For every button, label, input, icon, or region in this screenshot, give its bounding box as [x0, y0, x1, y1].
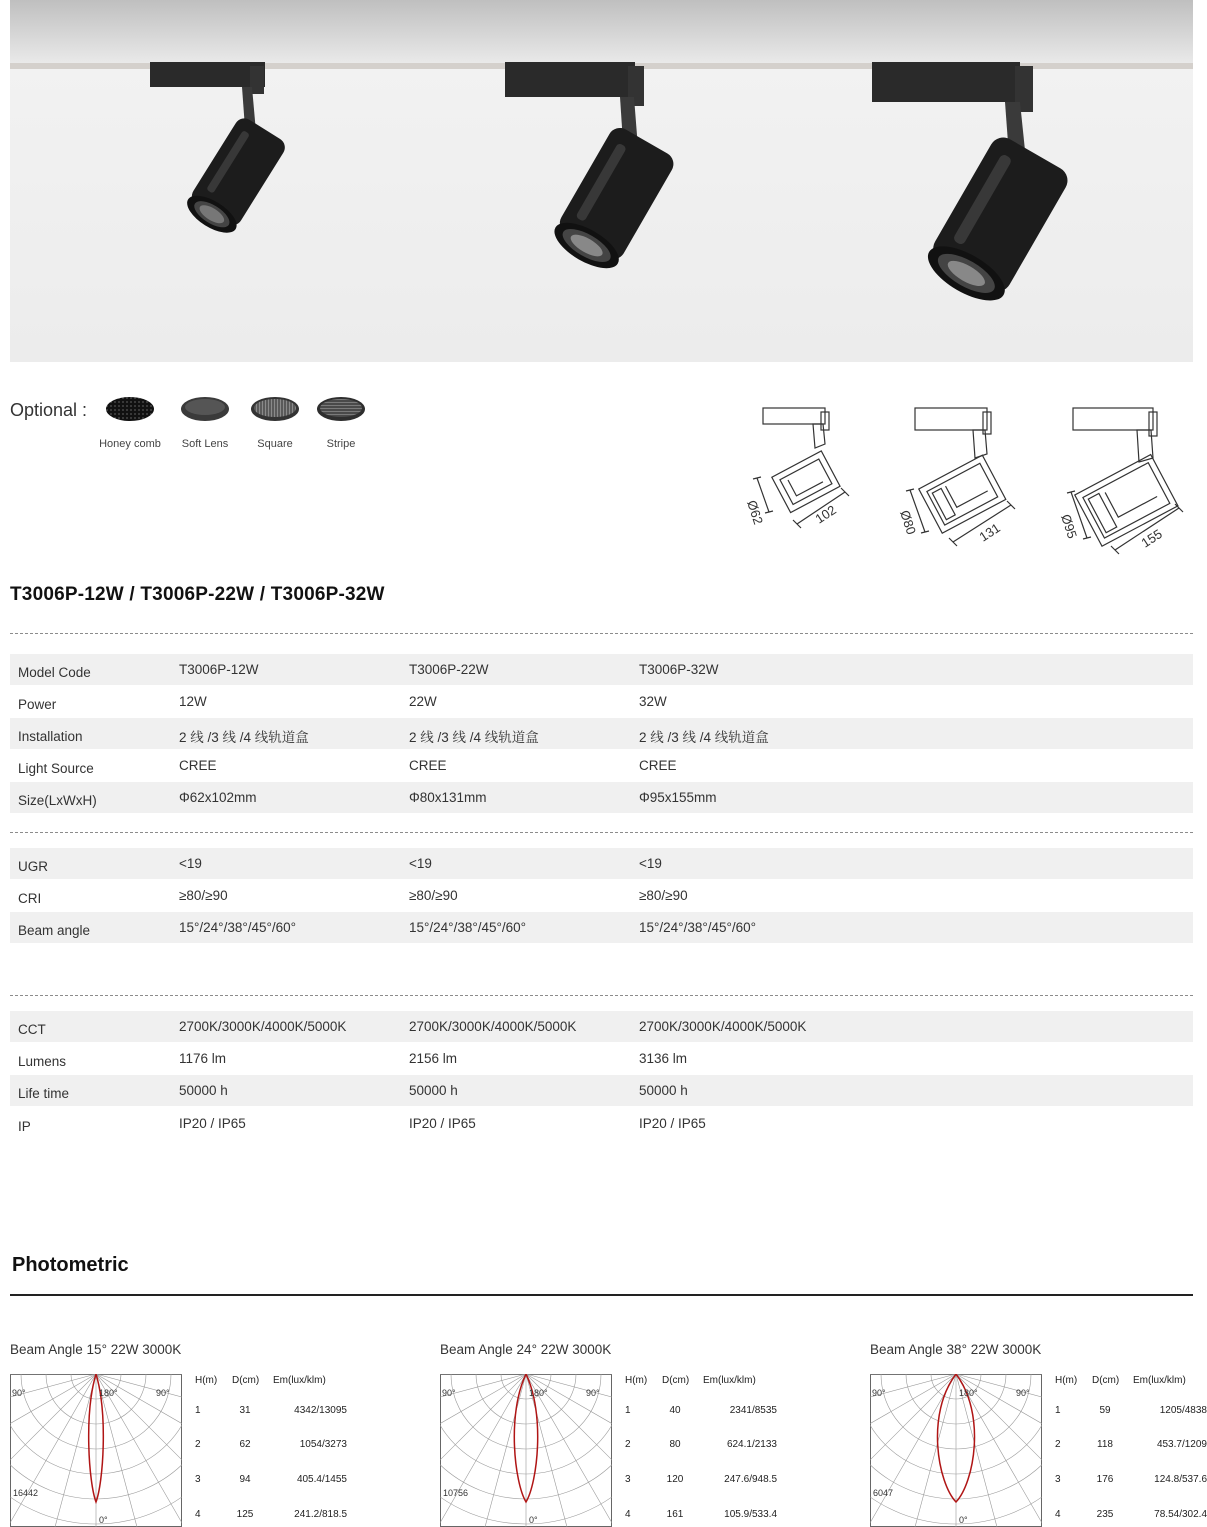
row-em: 124.8/537.6 — [1154, 1474, 1207, 1485]
spec-value: 2 线 /3 线 /4 线轨道盒 — [639, 730, 769, 745]
label-0: 0° — [529, 1515, 538, 1525]
spec-value: 15°/24°/38°/45°/60° — [179, 920, 297, 935]
row-d: 80 — [669, 1439, 681, 1450]
row-d: 59 — [1099, 1405, 1111, 1416]
spec-value: 2700K/3000K/4000K/5000K — [639, 1019, 807, 1034]
row-h: 4 — [1055, 1509, 1061, 1520]
spec-value: 1176 lm — [179, 1051, 227, 1066]
row-d: 235 — [1096, 1509, 1114, 1520]
spec-value: 15°/24°/38°/45°/60° — [639, 920, 757, 935]
spec-value: Φ80x131mm — [409, 790, 487, 805]
accessory-stripe — [311, 396, 371, 450]
spec-row-cct — [10, 1011, 1193, 1042]
peak-intensity-label: 6047 — [873, 1488, 894, 1498]
dim-length-22w: 131 — [976, 520, 1003, 545]
row-d: 161 — [666, 1509, 684, 1520]
label-180: 180° — [529, 1388, 548, 1398]
spec-row-beam-angle — [10, 912, 1193, 943]
divider — [10, 633, 1193, 634]
fixture-32w-image — [870, 62, 1080, 312]
spec-label: CCT — [18, 1022, 46, 1037]
spec-value: 2156 lm — [409, 1051, 458, 1066]
spec-row-light-source — [10, 750, 1193, 781]
spec-value: 50000 h — [179, 1083, 228, 1098]
spec-value: T3006P-12W — [179, 662, 259, 677]
row-d: 125 — [236, 1509, 254, 1520]
row-em: 2341/8535 — [729, 1405, 777, 1416]
divider — [10, 832, 1193, 833]
accessory-square — [244, 396, 306, 450]
spec-value: <19 — [179, 856, 202, 871]
spec-value: ≥80/≥90 — [409, 888, 458, 903]
spec-value: CREE — [639, 758, 677, 773]
photometric-block-title: Beam Angle 24° 22W 3000K — [440, 1342, 612, 1357]
photometric-block — [440, 1342, 777, 1527]
spec-value: 32W — [639, 694, 667, 709]
photometric-block — [10, 1342, 347, 1527]
spec-value: 2 线 /3 线 /4 线轨道盒 — [179, 730, 309, 745]
photometric-table — [440, 1342, 777, 1527]
row-h: 3 — [1055, 1474, 1061, 1485]
row-h: 2 — [625, 1439, 631, 1450]
header-h: H(m) — [1055, 1375, 1078, 1386]
header-em: Em(lux/klm) — [273, 1375, 326, 1386]
product-title: T3006P-12W / T3006P-22W / T3006P-32W — [10, 584, 385, 605]
accessory-label: Stripe — [326, 438, 356, 450]
soft-lens-icon — [180, 396, 230, 422]
spec-label: Lumens — [18, 1054, 67, 1069]
spec-label: Model Code — [18, 665, 91, 680]
header-em: Em(lux/klm) — [703, 1375, 756, 1386]
spec-label: Power — [18, 697, 57, 712]
spec-value: 50000 h — [639, 1083, 688, 1098]
row-h: 2 — [1055, 1439, 1061, 1450]
row-h: 1 — [625, 1405, 631, 1416]
row-h: 4 — [625, 1509, 631, 1520]
label-0: 0° — [959, 1515, 968, 1525]
dim-diameter-22w: Ø80 — [897, 508, 920, 537]
accessory-label: Honey comb — [99, 438, 161, 450]
spec-value: 50000 h — [409, 1083, 458, 1098]
product-hero-image — [10, 0, 1193, 362]
photometric-block — [870, 1342, 1207, 1527]
header-h: H(m) — [195, 1375, 218, 1386]
fixture-22w-image — [510, 62, 690, 282]
fixture-12w-image — [170, 62, 310, 252]
spec-label: Light Source — [18, 761, 94, 776]
dimension-drawing-32w — [1067, 408, 1183, 554]
spec-label: IP — [18, 1119, 31, 1134]
spec-row-life-time — [10, 1075, 1193, 1106]
spec-row-size — [10, 782, 1193, 813]
row-h: 3 — [625, 1474, 631, 1485]
photometric-table — [10, 1342, 347, 1527]
spec-value: T3006P-32W — [639, 662, 719, 677]
dimension-drawings — [735, 400, 1195, 560]
photometric-table — [870, 1342, 1207, 1527]
spec-value: 2700K/3000K/4000K/5000K — [409, 1019, 577, 1034]
spec-row-lumens — [10, 1043, 1193, 1074]
label-180: 180° — [99, 1388, 118, 1398]
spec-value: ≥80/≥90 — [179, 888, 228, 903]
row-d: 94 — [239, 1474, 251, 1485]
photometric-title: Photometric — [12, 1254, 129, 1276]
spec-value: 12W — [179, 694, 207, 709]
divider — [10, 995, 1193, 996]
label-90-left: 90° — [872, 1388, 886, 1398]
optional-label: Optional : — [10, 400, 88, 420]
ceiling-surface — [10, 0, 1193, 63]
dimension-drawing-22w — [906, 408, 1015, 546]
photometric-block-title: Beam Angle 38° 22W 3000K — [870, 1342, 1042, 1357]
spec-value: IP20 / IP65 — [639, 1116, 706, 1131]
honeycomb-icon — [105, 396, 155, 422]
row-em: 105.9/533.4 — [724, 1509, 777, 1520]
spec-label: Installation — [18, 729, 83, 744]
spec-value: IP20 / IP65 — [179, 1116, 246, 1131]
row-em: 624.1/2133 — [726, 1439, 777, 1450]
header-d: D(cm) — [232, 1375, 260, 1386]
row-h: 2 — [195, 1439, 201, 1450]
row-em: 453.7/1209 — [1156, 1439, 1207, 1450]
spec-value: <19 — [639, 856, 662, 871]
header-em: Em(lux/klm) — [1133, 1375, 1186, 1386]
row-em: 241.2/818.5 — [294, 1509, 347, 1520]
row-em: 1054/3273 — [299, 1439, 347, 1450]
row-h: 1 — [195, 1405, 201, 1416]
label-0: 0° — [99, 1515, 108, 1525]
row-d: 120 — [666, 1474, 684, 1485]
header-d: D(cm) — [662, 1375, 690, 1386]
square-lens-icon — [250, 396, 300, 422]
peak-intensity-label: 16442 — [13, 1488, 39, 1498]
row-em: 4342/13095 — [294, 1405, 347, 1416]
accessory-soft-lens — [172, 396, 238, 450]
label-90-left: 90° — [442, 1388, 456, 1398]
row-d: 118 — [1097, 1439, 1113, 1450]
spec-row-power — [10, 686, 1193, 717]
row-h: 4 — [195, 1509, 201, 1520]
spec-label: UGR — [18, 859, 48, 874]
label-90-left: 90° — [12, 1388, 26, 1398]
row-em: 247.6/948.5 — [724, 1474, 777, 1485]
label-90-right: 90° — [1016, 1388, 1030, 1398]
spec-label: CRI — [18, 891, 42, 906]
spec-row-model-code — [10, 654, 1193, 685]
accessory-label: Soft Lens — [181, 438, 229, 450]
spec-label: Life time — [18, 1086, 70, 1101]
spec-label: Size(LxWxH) — [18, 793, 97, 808]
header-d: D(cm) — [1092, 1375, 1120, 1386]
label-180: 180° — [959, 1388, 978, 1398]
spec-value: Φ95x155mm — [639, 790, 717, 805]
dim-diameter-12w: Ø62 — [744, 498, 767, 527]
spec-value: T3006P-22W — [409, 662, 489, 677]
row-d: 31 — [239, 1405, 251, 1416]
row-em: 405.4/1455 — [296, 1474, 347, 1485]
row-d: 176 — [1096, 1474, 1114, 1485]
spec-label: Beam angle — [18, 923, 91, 938]
spec-row-ugr — [10, 848, 1193, 879]
dim-length-32w: 155 — [1138, 526, 1165, 551]
spec-row-cri — [10, 880, 1193, 911]
spec-row-installation — [10, 718, 1193, 749]
row-h: 1 — [1055, 1405, 1061, 1416]
row-em: 1205/4838 — [1159, 1405, 1207, 1416]
row-d: 62 — [239, 1439, 251, 1450]
spec-value: 15°/24°/38°/45°/60° — [409, 920, 527, 935]
photometric-block-title: Beam Angle 15° 22W 3000K — [10, 1342, 182, 1357]
peak-intensity-label: 10756 — [443, 1488, 469, 1498]
accessory-honeycomb — [95, 396, 165, 450]
spec-row-ip — [10, 1108, 1193, 1139]
row-em: 78.54/302.4 — [1154, 1509, 1207, 1520]
spec-value: IP20 / IP65 — [409, 1116, 476, 1131]
spec-value: 2 线 /3 线 /4 线轨道盒 — [409, 730, 539, 745]
spec-value: ≥80/≥90 — [639, 888, 688, 903]
spec-value: 3136 lm — [639, 1051, 688, 1066]
dim-length-12w-text: 102 — [812, 502, 839, 527]
spec-value: <19 — [409, 856, 432, 871]
spec-value: CREE — [179, 758, 217, 773]
photometric-rule — [10, 1294, 1193, 1296]
label-90-right: 90° — [586, 1388, 600, 1398]
row-d: 40 — [669, 1405, 681, 1416]
spec-value: CREE — [409, 758, 447, 773]
stripe-lens-icon — [316, 396, 366, 422]
header-h: H(m) — [625, 1375, 648, 1386]
dim-diameter-32w: Ø95 — [1058, 512, 1081, 541]
accessory-label: Square — [257, 438, 293, 450]
label-90-right: 90° — [156, 1388, 170, 1398]
spec-value: 22W — [409, 694, 437, 709]
spec-value: Φ62x102mm — [179, 790, 257, 805]
row-h: 3 — [195, 1474, 201, 1485]
spec-value: 2700K/3000K/4000K/5000K — [179, 1019, 347, 1034]
